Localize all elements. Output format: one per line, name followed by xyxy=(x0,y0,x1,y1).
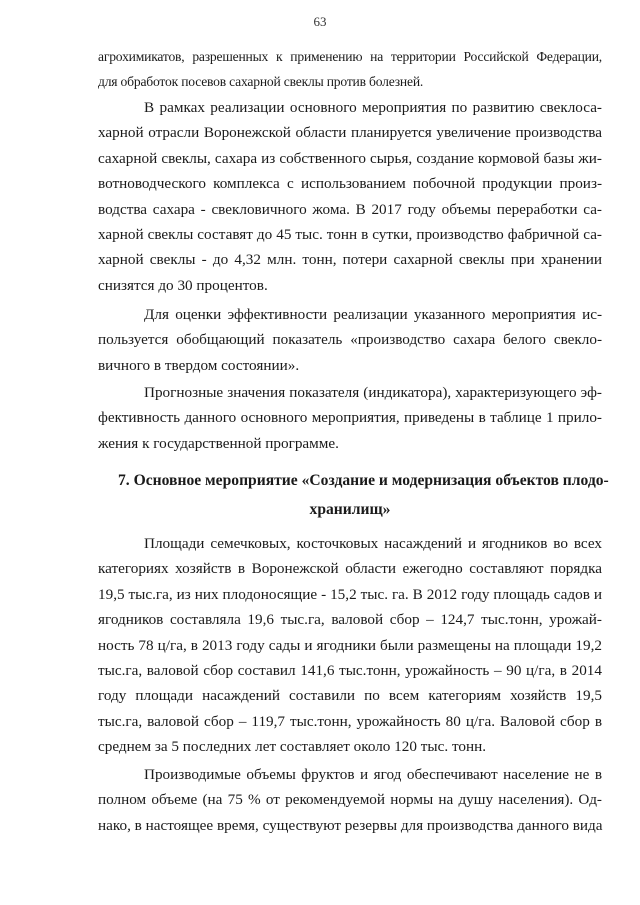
text-line: вичного в твердом состоянии». xyxy=(98,356,300,374)
text-line: В рамках реализации основного мероприятия по развитию свеклоса- xyxy=(144,99,602,116)
text-line: среднем за 5 последних лет составляет около 120 тыс. тонн. xyxy=(98,738,487,756)
text-line: категориях хозяйств в Воронежской области ежегодно составляют порядка xyxy=(98,560,602,578)
text-line: Производимые объемы фруктов и ягод обеспечивают население не в xyxy=(144,766,602,783)
paragraph xyxy=(98,380,602,456)
text-line: ность 78 ц/га, в 2013 году сады и ягодники были размещены на площади 19,2 xyxy=(98,636,602,654)
text-line: тыс.га, валовой сбор составил 141,6 тыс.тонн, урожайность – 90 ц/га, в 2014 xyxy=(98,661,602,679)
paragraph xyxy=(98,95,602,298)
text-line: году площади насаждений составили по всем категориям хозяйств 19,5 xyxy=(98,687,602,705)
paragraph-continuation xyxy=(98,44,602,95)
text-line: для обработок посевов сахарной свеклы против болезней. xyxy=(98,74,424,90)
text-line: 19,5 тыс.га, из них плодоносящие - 15,2 тыс. га. В 2012 году площадь садов и xyxy=(98,585,602,603)
paragraph xyxy=(98,302,602,378)
text-line: Площади семечковых, косточковых насаждений и ягодников во всех xyxy=(144,535,602,552)
text-line: Для оценки эффективности реализации указанного мероприятия ис- xyxy=(144,306,602,323)
text-line: ягодников составляла 19,6 тыс.га, валовой сбор – 124,7 тыс.тонн, урожай- xyxy=(98,611,602,629)
text-line: сахарной свеклы, сахара из собственного сырья, создание кормовой базы жи- xyxy=(98,149,602,167)
text-line: харной свеклы составят до 45 тыс. тонн в сутки, производство фабричной са- xyxy=(98,225,602,243)
heading-line: хранилищ» xyxy=(309,501,391,519)
heading-line: 7. Основное мероприятие «Создание и модернизация объектов плодо- xyxy=(118,472,609,489)
text-line: агрохимикатов, разрешенных к применению на территории Российской Федерации, xyxy=(98,49,602,64)
section-heading xyxy=(98,468,609,523)
text-line: тыс.га, валовой сбор – 119,7 тыс.тонн, урожайность 80 ц/га. Валовой сбор в xyxy=(98,712,602,730)
text-line: жения к государственной программе. xyxy=(98,434,339,452)
text-line: нако, в настоящее время, существуют резервы для производства данного вида xyxy=(98,816,603,834)
text-line: водства сахара - свекловичного жома. В 2017 году объемы переработки са- xyxy=(98,200,602,218)
paragraph xyxy=(98,531,602,760)
text-line: пользуется обобщающий показатель «производство сахара белого свекло- xyxy=(98,331,602,349)
text-line: фективность данного основного мероприятия, приведены в таблице 1 прило- xyxy=(98,409,602,427)
paragraph xyxy=(98,762,602,838)
text-line: харной свеклы - до 4,32 млн. тонн, потери сахарной свеклы при хранении xyxy=(98,251,602,269)
text-line: полном объеме (на 75 % от рекомендуемой нормы на душу населения). Од- xyxy=(98,791,602,809)
text-line: харной отрасли Воронежской области планируется увеличение производства xyxy=(98,124,602,142)
text-line: вотноводческого комплекса с использованием побочной продукции произ- xyxy=(98,175,602,193)
page-number: 63 xyxy=(313,14,327,29)
text-line: Прогнозные значения показателя (индикатора), характеризующего эф- xyxy=(144,384,602,401)
text-line: снизятся до 30 процентов. xyxy=(98,276,268,294)
